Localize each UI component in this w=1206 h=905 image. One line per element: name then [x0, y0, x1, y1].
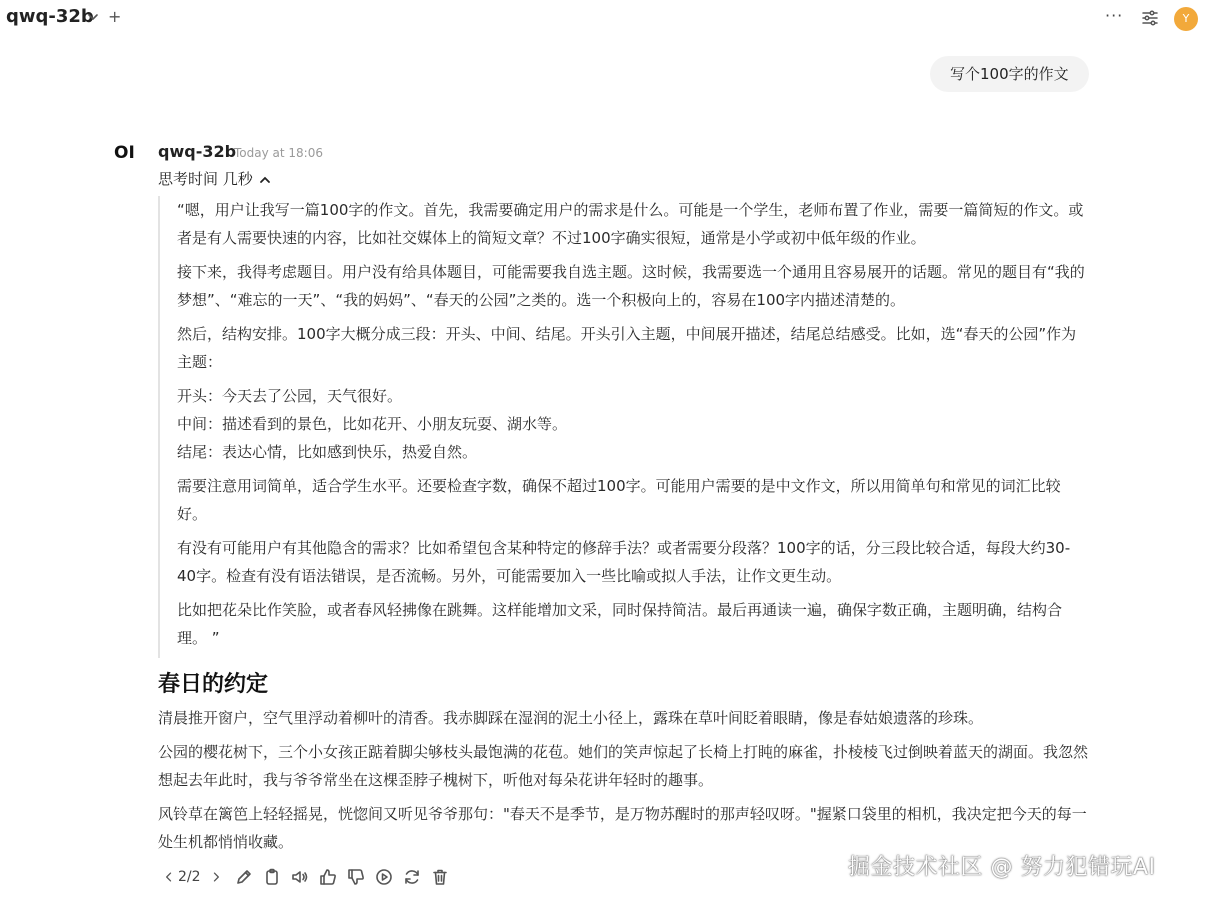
user-message-bubble: 写个100字的作文	[930, 56, 1089, 92]
message-actions	[162, 866, 459, 888]
thinking-paragraph: 有没有可能用户有其他隐含的需求？比如希望包含某种特定的修辞手法？或者需要分段落？100字的话，分三段比较合适，每段大约30-40字。检查有没有语法错误，是否流畅。另外，可能需要加入一些比喻或拟人手法，让作文更生动。	[177, 539, 1071, 585]
controls-sliders-icon[interactable]	[1141, 9, 1159, 27]
chevron-up-icon	[259, 174, 271, 186]
edit-pencil-icon[interactable]	[235, 868, 253, 886]
chevron-right-icon[interactable]	[209, 868, 223, 886]
delete-trash-icon[interactable]	[431, 868, 449, 886]
chevron-down-icon[interactable]	[86, 10, 100, 24]
chevron-left-icon[interactable]	[162, 868, 176, 886]
more-options-button[interactable]: ···	[1105, 6, 1124, 25]
thumbs-down-icon[interactable]	[347, 868, 365, 886]
add-model-button[interactable]: +	[108, 7, 122, 26]
thinking-label: 思考时间 几秒	[158, 170, 253, 188]
model-selector-label[interactable]: qwq-32b	[6, 6, 94, 27]
thinking-toggle[interactable]	[158, 168, 271, 189]
assistant-logo: OI	[114, 143, 135, 163]
thinking-paragraph: 开头：今天去了公园，天气很好。	[177, 387, 403, 405]
thinking-paragraph: 中间：描述看到的景色，比如花开、小朋友玩耍、湖水等。	[177, 415, 568, 433]
read-aloud-speaker-icon[interactable]	[291, 868, 309, 886]
assistant-answer	[158, 670, 1088, 862]
regenerate-icon[interactable]	[403, 868, 421, 886]
thinking-paragraph: 结尾：表达心情，比如感到快乐，热爱自然。	[177, 443, 478, 461]
answer-title: 春日的约定	[158, 672, 269, 697]
response-pager: 2/2	[178, 869, 201, 885]
message-timestamp: Today at 18:06	[234, 146, 323, 160]
thinking-paragraph: 需要注意用词简单，适合学生水平。还要检查字数，确保不超过100字。可能用户需要的是中文作文，所以用简单句和常见的词汇比较好。	[177, 477, 1061, 523]
assistant-name: qwq-32b	[158, 142, 237, 161]
continue-play-icon[interactable]	[375, 868, 393, 886]
thinking-paragraph: 接下来，我得考虑题目。用户没有给具体题目，可能需要我自选主题。这时候，我需要选一个通用且容易展开的话题。常见的题目有“我的梦想”、“难忘的一天”、“我的妈妈”、“春天的公园”之类的。选一个积极向上的，容易在100字内描述清楚的。	[177, 263, 1085, 309]
thinking-paragraph: 比如把花朵比作笑脸，或者春风轻拂像在跳舞。这样能增加文采，同时保持简洁。最后再通读一遍，确保字数正确，主题明确，结构合理。 ”	[177, 601, 1063, 647]
thumbs-up-icon[interactable]	[319, 868, 337, 886]
top-bar	[0, 0, 1206, 38]
user-avatar[interactable]: Y	[1174, 7, 1198, 31]
watermark: 掘金技术社区 @ 努力犯错玩AI	[848, 855, 1156, 880]
answer-paragraph: 风铃草在篱笆上轻轻摇晃，恍惚间又听见爷爷那句："春天不是季节，是万物苏醒时的那声轻叹呀。"握紧口袋里的相机，我决定把今天的每一处生机都悄悄收藏。	[158, 805, 1087, 851]
copy-icon[interactable]	[263, 868, 281, 886]
answer-paragraph: 公园的樱花树下，三个小女孩正踮着脚尖够枝头最饱满的花苞。她们的笑声惊起了长椅上打盹的麻雀，扑棱棱飞过倒映着蓝天的湖面。我忽然想起去年此时，我与爷爷常坐在这棵歪脖子槐树下，听他对每朵花讲年轻时的趣事。	[158, 743, 1089, 789]
thinking-content	[158, 196, 1088, 658]
thinking-paragraph: 然后，结构安排。100字大概分成三段：开头、中间、结尾。开头引入主题，中间展开描述，结尾总结感受。比如，选“春天的公园”作为主题：	[177, 325, 1077, 371]
answer-paragraph: 清晨推开窗户，空气里浮动着柳叶的清香。我赤脚踩在湿润的泥土小径上，露珠在草叶间眨着眼睛，像是春姑娘遗落的珍珠。	[158, 709, 984, 727]
thinking-paragraph: “嗯，用户让我写一篇100字的作文。首先，我需要确定用户的需求是什么。可能是一个学生，老师布置了作业，需要一篇简短的作文。或者是有人需要快速的内容，比如社交媒体上的简短文章？不过100字确实很短，通常是小学或初中低年级的作业。	[177, 201, 1084, 247]
